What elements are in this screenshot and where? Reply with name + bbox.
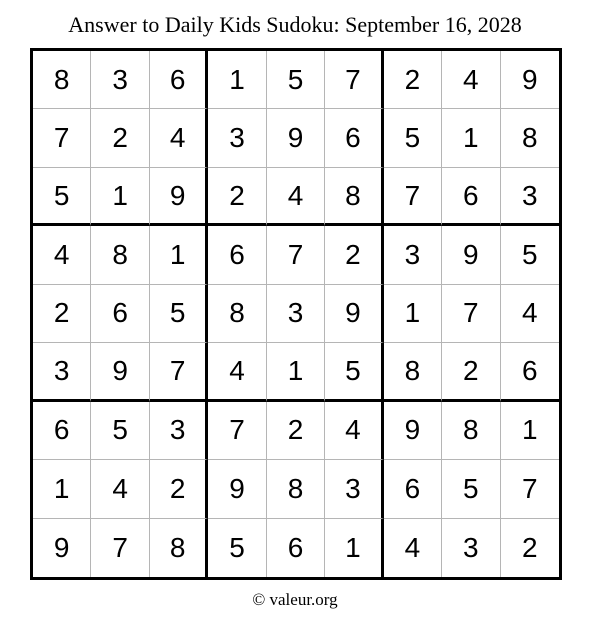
sudoku-cell: 9 — [33, 519, 91, 577]
sudoku-cell: 2 — [442, 343, 500, 401]
sudoku-cell: 4 — [442, 51, 500, 109]
sudoku-cell: 5 — [150, 285, 208, 343]
sudoku-cell: 6 — [267, 519, 325, 577]
sudoku-cell: 3 — [150, 402, 208, 460]
sudoku-cell: 2 — [91, 109, 149, 167]
sudoku-cell: 5 — [208, 519, 266, 577]
sudoku-cell: 1 — [501, 402, 559, 460]
sudoku-cell: 9 — [325, 285, 383, 343]
sudoku-cell: 2 — [33, 285, 91, 343]
sudoku-cell: 7 — [442, 285, 500, 343]
sudoku-cell: 8 — [501, 109, 559, 167]
sudoku-grid — [30, 48, 562, 580]
sudoku-cell: 5 — [33, 168, 91, 226]
sudoku-cell: 5 — [91, 402, 149, 460]
sudoku-cell: 3 — [325, 460, 383, 518]
sudoku-cell: 6 — [442, 168, 500, 226]
sudoku-cell: 9 — [442, 226, 500, 284]
sudoku-cell: 9 — [150, 168, 208, 226]
sudoku-cell: 3 — [33, 343, 91, 401]
sudoku-cell: 1 — [91, 168, 149, 226]
sudoku-cell: 3 — [91, 51, 149, 109]
sudoku-cell: 7 — [91, 519, 149, 577]
sudoku-cell: 4 — [384, 519, 442, 577]
sudoku-cell: 4 — [150, 109, 208, 167]
sudoku-cell: 8 — [384, 343, 442, 401]
sudoku-cell: 8 — [208, 285, 266, 343]
sudoku-cell: 1 — [267, 343, 325, 401]
sudoku-cell: 4 — [91, 460, 149, 518]
page-title: Answer to Daily Kids Sudoku: September 16, 2028 — [68, 12, 522, 37]
sudoku-cell: 5 — [442, 460, 500, 518]
sudoku-cell: 6 — [501, 343, 559, 401]
sudoku-cell: 7 — [33, 109, 91, 167]
sudoku-cell: 9 — [384, 402, 442, 460]
sudoku-cell: 8 — [33, 51, 91, 109]
sudoku-cell: 1 — [208, 51, 266, 109]
sudoku-cell: 6 — [208, 226, 266, 284]
sudoku-cell: 9 — [501, 51, 559, 109]
sudoku-cell: 4 — [267, 168, 325, 226]
sudoku-cell: 8 — [91, 226, 149, 284]
sudoku-cell: 5 — [501, 226, 559, 284]
sudoku-cell: 1 — [442, 109, 500, 167]
sudoku-cell: 6 — [384, 460, 442, 518]
sudoku-cell: 8 — [325, 168, 383, 226]
sudoku-cell: 2 — [325, 226, 383, 284]
sudoku-cell: 4 — [33, 226, 91, 284]
sudoku-cell: 8 — [442, 402, 500, 460]
copyright-footer: © valeur.org — [252, 590, 338, 609]
sudoku-cell: 2 — [267, 402, 325, 460]
sudoku-cell: 3 — [384, 226, 442, 284]
sudoku-cell: 4 — [208, 343, 266, 401]
sudoku-cell: 9 — [208, 460, 266, 518]
sudoku-cell: 7 — [325, 51, 383, 109]
sudoku-cell: 1 — [150, 226, 208, 284]
sudoku-cell: 6 — [91, 285, 149, 343]
sudoku-cell: 3 — [208, 109, 266, 167]
sudoku-cell: 6 — [150, 51, 208, 109]
sudoku-cell: 7 — [208, 402, 266, 460]
sudoku-cell: 3 — [267, 285, 325, 343]
sudoku-cell: 6 — [33, 402, 91, 460]
sudoku-cell: 1 — [384, 285, 442, 343]
sudoku-cell: 2 — [150, 460, 208, 518]
sudoku-cell: 7 — [384, 168, 442, 226]
sudoku-cell: 3 — [501, 168, 559, 226]
sudoku-cell: 2 — [521, 531, 538, 563]
sudoku-cell: 8 — [267, 460, 325, 518]
sudoku-cell: 7 — [501, 460, 559, 518]
sudoku-cell: 4 — [325, 402, 383, 460]
sudoku-cell: 9 — [267, 109, 325, 167]
sudoku-cell: 5 — [267, 51, 325, 109]
sudoku-cell: 1 — [33, 460, 91, 518]
sudoku-cell: 3 — [442, 519, 500, 577]
sudoku-cell: 5 — [384, 109, 442, 167]
sudoku-cell: 5 — [325, 343, 383, 401]
sudoku-cell: 2 — [384, 51, 442, 109]
sudoku-cell: 8 — [150, 519, 208, 577]
sudoku-cell: 2 — [208, 168, 266, 226]
sudoku-cell: 7 — [150, 343, 208, 401]
sudoku-cell: 7 — [267, 226, 325, 284]
sudoku-cell: 9 — [91, 343, 149, 401]
sudoku-cell: 1 — [325, 519, 383, 577]
sudoku-cell: 6 — [325, 109, 383, 167]
sudoku-cell: 4 — [501, 285, 559, 343]
